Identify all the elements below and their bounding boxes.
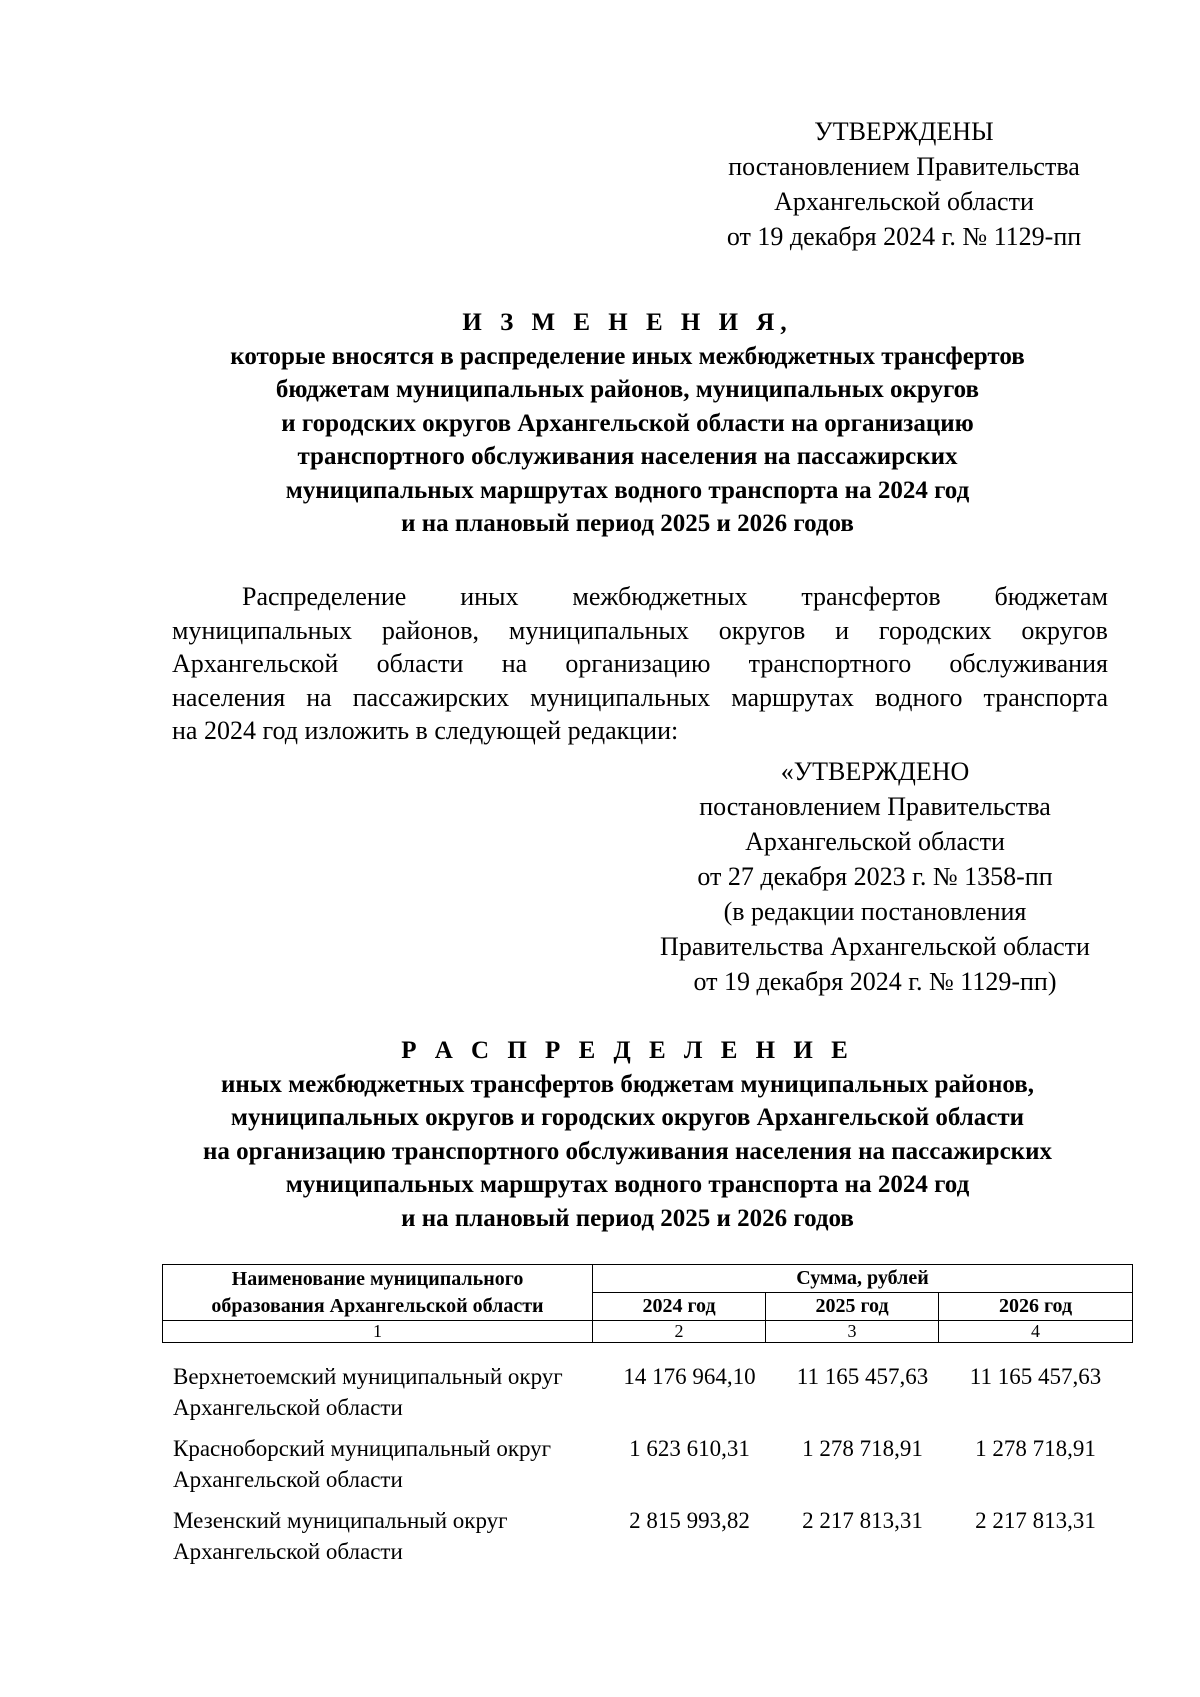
paragraph-line — [172, 580, 1108, 614]
word: иных — [460, 582, 519, 611]
name-line: Верхнетоемский муниципальный округ — [173, 1364, 563, 1389]
word: организацию — [565, 649, 711, 678]
heading-line: муниципальных округов и городских округов Архангельской области — [230, 1104, 1025, 1131]
heading-line: и на плановый период 2025 и 2026 годов — [401, 510, 854, 537]
word: Архангельской — [172, 649, 339, 678]
heading-title: Р А С П Р Е Д Е Л Е Н И Е — [401, 1037, 854, 1064]
word: водного — [874, 682, 963, 712]
heading-line: и городских округов Архангельской области на организацию — [281, 409, 974, 437]
paragraph-line — [172, 647, 1108, 681]
word: муниципальных — [508, 615, 689, 645]
name-line: Архангельской области — [173, 1467, 403, 1492]
word: районов, — [381, 615, 480, 645]
municipality-column-header — [163, 1265, 593, 1321]
quoted-approval-block — [630, 754, 1120, 999]
sum-column-header: Сумма, рублей — [593, 1265, 1133, 1293]
word: на — [306, 682, 332, 712]
table-row — [162, 1361, 1132, 1423]
word: пассажирских — [352, 682, 510, 712]
table-row — [162, 1505, 1132, 1567]
heading-line: муниципальных маршрутах водного транспорта на 2024 год — [285, 476, 970, 504]
approval-line: постановлением Правительства — [728, 152, 1080, 181]
distribution-table — [162, 1264, 1132, 1577]
heading-line: муниципальных маршрутах водного транспорта на 2024 год — [285, 1171, 970, 1198]
header-line: образования Архангельской области — [211, 1294, 544, 1317]
word: муниципальных — [172, 615, 353, 645]
word: округов — [1021, 615, 1108, 645]
amount-2024: 1 623 610,31 — [629, 1436, 750, 1461]
amount-2026: 11 165 457,63 — [969, 1364, 1102, 1389]
approval-line: от 19 декабря 2024 г. № 1129-пп) — [693, 967, 1057, 996]
word: трансфертов — [801, 582, 941, 611]
word: и — [835, 615, 850, 645]
amount-2025: 2 217 813,31 — [802, 1508, 923, 1533]
approval-line: Правительства Архангельской области — [660, 932, 1090, 961]
name-line: Красноборский муниципальный округ — [173, 1436, 552, 1461]
heading-title: И З М Е Н Е Н И Я, — [462, 309, 793, 336]
heading-line: транспортного обслуживания населения на пассажирских — [297, 443, 958, 470]
column-number: 1 — [163, 1321, 593, 1343]
heading-line: иных межбюджетных трансфертов бюджетам муниципальных районов, — [221, 1070, 1034, 1098]
table-body — [162, 1361, 1132, 1567]
paragraph-line: на 2024 год изложить в следующей редакции: — [172, 716, 679, 745]
paragraph-line — [172, 681, 1108, 715]
heading-line: бюджетам муниципальных районов, муниципальных округов — [275, 376, 980, 403]
name-line: Архангельской области — [173, 1539, 403, 1564]
word: бюджетам — [994, 582, 1108, 611]
year-header: 2024 год — [593, 1293, 766, 1321]
amount-2025: 11 165 457,63 — [796, 1364, 929, 1389]
distribution-heading — [150, 1034, 1105, 1235]
municipality-name — [162, 1505, 603, 1567]
approval-line: «УТВЕРЖДЕНО — [780, 757, 970, 786]
approval-line: (в редакции постановления — [723, 897, 1027, 926]
year-header: 2026 год — [939, 1293, 1133, 1321]
word: транспорта — [983, 682, 1108, 712]
heading-line: на организацию транспортного обслуживания населения на пассажирских — [203, 1137, 1052, 1165]
municipality-name — [162, 1361, 603, 1423]
word: населения — [172, 682, 286, 712]
header-line: Наименование муниципального — [231, 1267, 524, 1290]
column-number: 2 — [593, 1321, 766, 1343]
word: муниципальных — [530, 682, 711, 712]
amount-2026: 2 217 813,31 — [975, 1508, 1096, 1533]
word: маршрутах — [731, 682, 854, 712]
word: на — [501, 649, 528, 678]
word: обслуживания — [949, 649, 1108, 678]
word: межбюджетных — [572, 582, 748, 611]
approval-line: постановлением Правительства — [699, 792, 1051, 821]
column-number: 4 — [939, 1321, 1133, 1343]
name-line: Мезенский муниципальный округ — [173, 1508, 508, 1533]
approval-block — [688, 114, 1120, 254]
changes-heading — [150, 306, 1105, 541]
approval-line: от 19 декабря 2024 г. № 1129-пп — [726, 222, 1082, 251]
word: Распределение — [242, 582, 407, 611]
amount-2025: 1 278 718,91 — [802, 1436, 923, 1461]
table-row — [162, 1433, 1132, 1495]
amount-2026: 1 278 718,91 — [975, 1436, 1096, 1461]
table-header — [162, 1264, 1133, 1343]
approval-line: Архангельской области — [745, 827, 1005, 856]
paragraph-line — [172, 614, 1108, 648]
heading-line: которые вносятся в распределение иных межбюджетных трансфертов — [230, 342, 1025, 370]
heading-line: и на плановый период 2025 и 2026 годов — [401, 1204, 854, 1232]
word: транспортного — [748, 649, 912, 678]
year-header: 2025 год — [766, 1293, 939, 1321]
approval-line: Архангельской области — [774, 187, 1034, 216]
amount-2024: 2 815 993,82 — [629, 1508, 750, 1533]
word: городских — [878, 615, 992, 645]
amount-2024: 14 176 964,10 — [623, 1364, 756, 1389]
column-number: 3 — [766, 1321, 939, 1343]
approval-line: УТВЕРЖДЕНЫ — [814, 117, 994, 146]
municipality-name — [162, 1433, 603, 1495]
approval-line: от 27 декабря 2023 г. № 1358-пп — [697, 862, 1053, 891]
body-paragraph — [172, 580, 1108, 748]
word: области — [376, 649, 464, 678]
name-line: Архангельской области — [173, 1395, 403, 1420]
word: округов — [718, 615, 806, 645]
